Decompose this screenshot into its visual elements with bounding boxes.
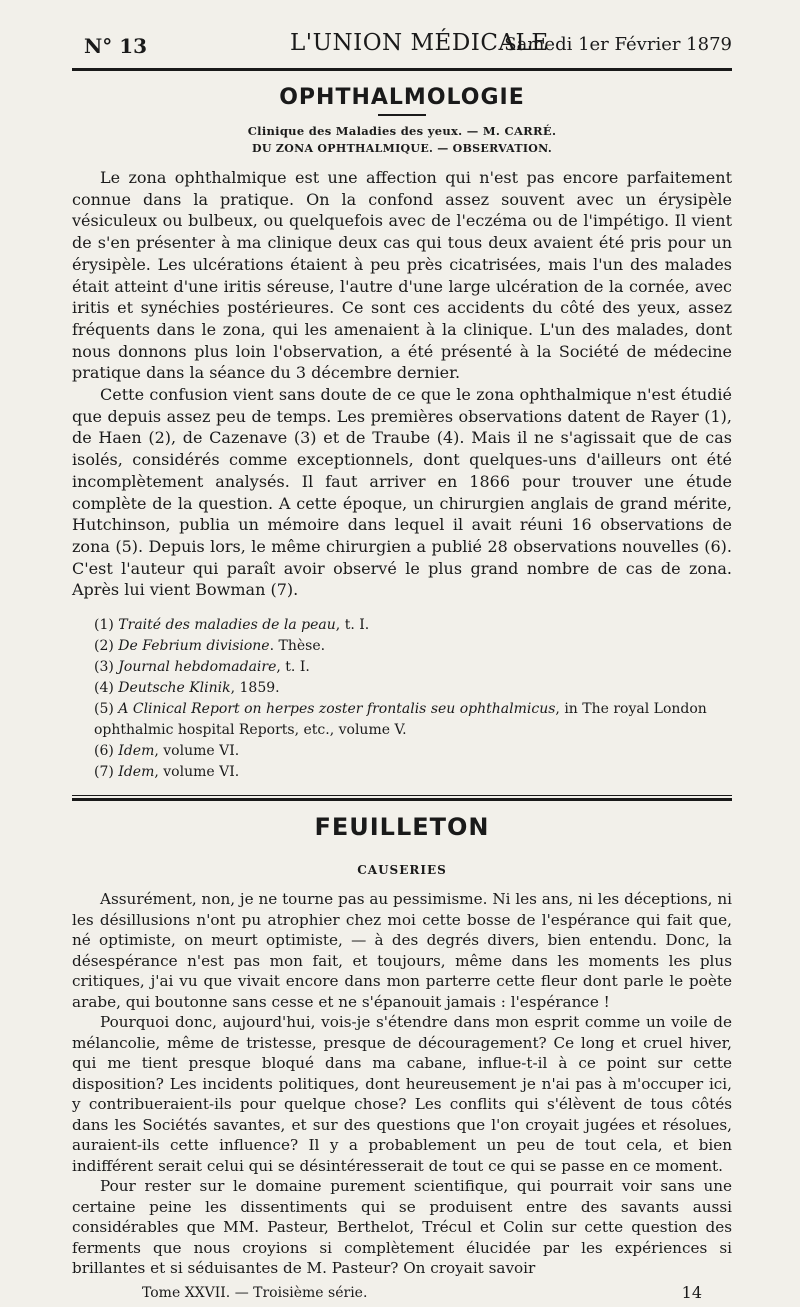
newspaper-page: [72, 28, 732, 1307]
paragraph: Le zona ophthalmique est une affection qui n'est pas encore parfaitement connue dans la pratique. On la confond assez souvent avec un érysipèle vésiculeux ou bulbeux, ou quelquefois avec de l'eczéma ou de l'impétigo. Il vient de s'en présenter à ma clinique deux cas qui tous deux avaient été pris pour un érysipèle. Les ulcérations étaient à peu près cicatrisées, mais l'un des malades était atteint d'une iritis séreuse, l'autre d'une large ulcération de la cornée, avec iritis et synéchies postérieures. Ce sont ces accidents du côté des yeux, assez fréquents dans le zona, qui les amenaient à la clinique. L'un des malades, dont nous donnons plus loin l'observation, a été présenté à la Société de médecine pratique dans la séance du 3 décembre dernier.: [72, 168, 732, 383]
clinic-subtitle: Clinique des Maladies des yeux. — M. CARRÉ.: [247, 124, 557, 138]
page-header: [72, 28, 732, 68]
footnote: (6) Idem, volume VI.: [94, 743, 240, 760]
paragraph: Pourquoi donc, aujourd'hui, vois-je s'étendre dans mon esprit comme un voile de mélancolie, même de tristesse, presque de découragement? Ce long et cruel hiver, qui me tient presque bloqué dans ma cabane, influe-t-il à ce point sur cette disposition? Les incidents politiques, dont heureusement je n'ai pas à m'occuper ici, y contribueraient-ils pour quelque chose? Les conflits qui s'élèvent de tous côtés dans les Sociétés savantes, et sur des questions que l'on croyait jugées et résolues, auraient-ils cette influence? Il y a probablement un peu de tout cela, et bien indifférent serait celui qui se désintéresserait de tout ce qui se passe en ce moment.: [72, 1013, 732, 1175]
footnote: (4) Deutsche Klinik, 1859.: [94, 680, 280, 697]
article-body: [72, 167, 732, 601]
footnote: (2) De Febrium divisione. Thèse.: [94, 638, 326, 655]
page-footer: [72, 1283, 732, 1307]
footnote: (5) A Clinical Report on herpes zoster frontalis seu ophthalmicus, in The royal London ophthalmic hospital Reports, etc., volume V.: [94, 701, 707, 739]
issue-number: N° 13: [84, 34, 148, 58]
tome-label: Tome XXVII. — Troisième série.: [142, 1284, 368, 1301]
feuilleton-rule: [72, 795, 732, 801]
paragraph: Cette confusion vient sans doute de ce que le zona ophthalmique n'est étudié que depuis assez peu de temps. Les premières observations datent de Rayer (1), de Haen (2), de Cazenave (3) et de Traube (4). Mais il ne s'agissait que de cas isolés, considérés comme exceptionnels, dont quelques-uns d'ailleurs ont été incomplètement analysés. Il faut arriver en 1866 pour trouver une étude complète de la question. A cette époque, un chirurgien anglais de grand mérite, Hutchinson, publia un mémoire dans lequel il avait réuni 16 observations de zona (5). Depuis lors, le même chirurgien a publié 28 observations nouvelles (6). C'est l'auteur qui paraît avoir observé le plus grand nombre de cas de zona. Après lui vient Bowman (7).: [72, 385, 732, 600]
feuilleton-subtitle: CAUSERIES: [357, 863, 447, 878]
paragraph: Pour rester sur le domaine purement scientifique, qui pourrait voir sans une certaine peine les dissentiments qui se produisent entre des savants aussi considérables que MM. Pasteur, Berthelot, Trécul et Colin sur cette question des ferments que nous croyions si complètement élucidée par les expériences si brillantes et si séduisantes de M. Pasteur? On croyait savoir: [72, 1177, 732, 1278]
issue-date: Samedi 1er Février 1879: [504, 34, 732, 55]
article-subtitle: DU ZONA OPHTHALMIQUE. — OBSERVATION.: [252, 142, 552, 155]
title-rule: [378, 114, 426, 116]
footnote: (7) Idem, volume VI.: [94, 764, 240, 781]
feuilleton-body: [72, 889, 732, 1279]
page-number: 14: [681, 1282, 702, 1302]
journal-title: L'UNION MÉDICALE: [290, 30, 549, 56]
footnote: (1) Traité des maladies de la peau, t. I.: [94, 617, 370, 634]
section-title: OPHTHALMOLOGIE: [279, 85, 525, 110]
footnotes: [72, 615, 732, 783]
footnote: (3) Journal hebdomadaire, t. I.: [94, 659, 310, 676]
paragraph: Assurément, non, je ne tourne pas au pessimisme. Ni les ans, ni les déceptions, ni les désillusions n'ont pu atrophier chez moi cette bosse de l'espérance qui fait que, né optimiste, on meurt optimiste, — à des degrés divers, bien entendu. Donc, la désespérance n'est pas mon fait, et toujours, même dans les moments les plus critiques, j'ai vu que vivait encore dans mon parterre cette fleur dont parle le poète arabe, qui boutonne sans cesse et ne s'épanouit jamais : l'espérance !: [72, 890, 732, 1011]
header-rule: [72, 68, 732, 71]
feuilleton-title: FEUILLETON: [314, 813, 490, 842]
